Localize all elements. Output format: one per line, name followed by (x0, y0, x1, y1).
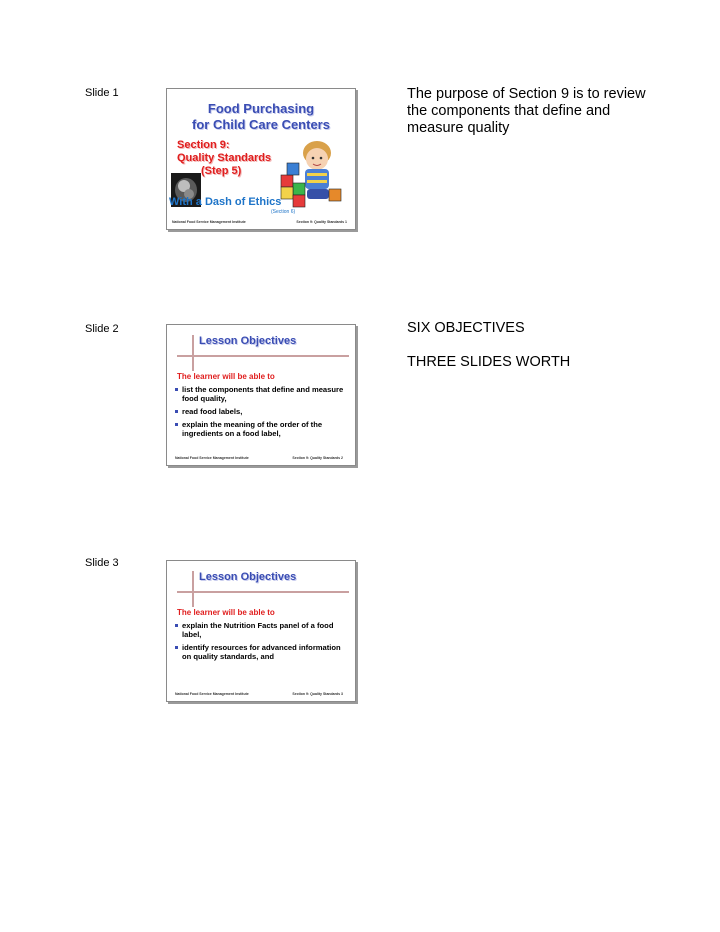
title-accent-vertical-line (192, 571, 194, 607)
slide-3-thumbnail (166, 560, 356, 702)
title-accent-horizontal-line (177, 355, 349, 357)
slide-2-objective-list (173, 385, 349, 442)
bullet-icon (175, 410, 178, 413)
bullet-icon (175, 624, 178, 627)
list-item (173, 621, 349, 639)
slide-1-footer-institute: National Food Service Management Institute (172, 220, 246, 224)
slide-2-note: SIX OBJECTIVES (407, 320, 525, 336)
bullet-icon (175, 423, 178, 426)
slide-3-objective-list (173, 621, 349, 665)
objective-text: identify resources for advanced information on quality standards, and (182, 643, 341, 661)
slide-1-footer-section: Section 9: Quality Standards 1 (296, 220, 347, 224)
slide-2-lead-text: The learner will be able to (177, 372, 275, 381)
slide-1-section-line2: Quality Standards (177, 152, 272, 164)
slide-2-footer-section: Section 9: Quality Standards 2 (292, 456, 343, 460)
slide-1-thumbnail (166, 88, 356, 230)
slide-1-title-line2: for Child Care Centers (192, 117, 330, 132)
slide-1-title (167, 101, 355, 133)
bullet-icon (175, 388, 178, 391)
slide-3-label: Slide 3 (85, 557, 119, 569)
slide-2-thumbnail (166, 324, 356, 466)
title-accent-horizontal-line (177, 591, 349, 593)
bullet-icon (175, 646, 178, 649)
slide-3-title: Lesson Objectives (199, 571, 297, 583)
slide-2-note: THREE SLIDES WORTH (407, 354, 571, 370)
child-with-blocks-illustration (277, 139, 347, 211)
slide-2-title: Lesson Objectives (199, 335, 297, 347)
slide-1-label: Slide 1 (85, 87, 119, 99)
slide-2-footer-institute: National Food Service Management Institute (175, 456, 249, 460)
slide-2-notes (407, 320, 647, 388)
slide-1-section-line1: Section 9: (177, 139, 230, 151)
slide-1-section-line3: (Step 5) (201, 165, 242, 177)
slide-3-footer-institute: National Food Service Management Institute (175, 692, 249, 696)
slide-3-footer-section: Section 9: Quality Standards 3 (292, 692, 343, 696)
slide-3-lead-text: The learner will be able to (177, 608, 275, 617)
slide-1-title-line1: Food Purchasing (207, 101, 315, 116)
slide-1-notes (407, 86, 647, 154)
slide-1-ethics-section: (Section 6) (271, 209, 296, 215)
slide-1-ethics-line: With a Dash of Ethics (169, 196, 282, 208)
list-item (173, 407, 349, 416)
list-item (173, 385, 349, 403)
slide-2-label: Slide 2 (85, 323, 119, 335)
objective-text: explain the Nutrition Facts panel of a food label, (182, 621, 334, 639)
list-item (173, 420, 349, 438)
title-accent-vertical-line (192, 335, 194, 371)
slide-1-note: The purpose of Section 9 is to review the components that define and measure quality (407, 86, 646, 136)
objective-text: list the components that define and measure food quality, (182, 385, 344, 403)
objective-text: explain the meaning of the order of the ingredients on a food label, (182, 420, 323, 438)
list-item (173, 643, 349, 661)
objective-text: read food labels, (182, 407, 243, 416)
